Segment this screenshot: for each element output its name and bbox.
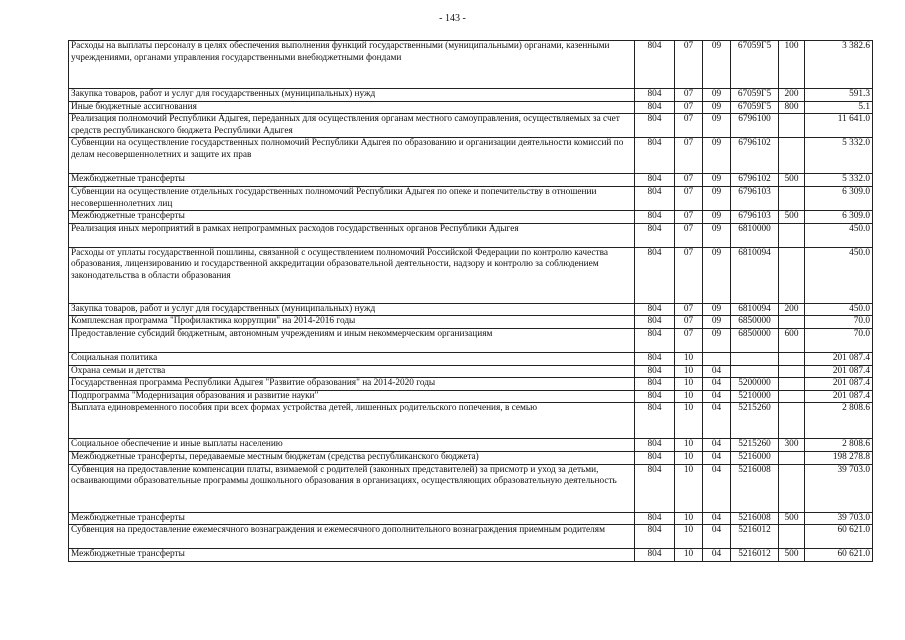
row-ved-cell: 804 (635, 186, 675, 210)
row-expense-type-cell (779, 451, 805, 464)
row-name-cell: Закупка товаров, работ и услуг для государственных (муниципальных) нужд (69, 303, 635, 316)
row-ved-cell: 804 (635, 138, 675, 174)
row-section-cell: 10 (675, 378, 703, 391)
table-row (69, 328, 873, 352)
row-target-article-cell: 6850000 (731, 328, 779, 352)
row-section-cell: 10 (675, 549, 703, 562)
table-row (69, 186, 873, 210)
row-section-cell: 07 (675, 101, 703, 114)
row-ved-cell: 804 (635, 316, 675, 329)
table-row (69, 41, 873, 89)
row-ved-cell: 804 (635, 525, 675, 549)
row-expense-type-cell (779, 316, 805, 329)
row-amount-cell: 3 382.6 (805, 41, 873, 89)
row-amount-cell: 201 087.4 (805, 390, 873, 403)
row-amount-cell: 39 703.0 (805, 512, 873, 525)
row-section-cell: 07 (675, 303, 703, 316)
row-amount-cell: 60 621.0 (805, 549, 873, 562)
row-subsection-cell: 04 (703, 549, 731, 562)
row-amount-cell: 198 278.8 (805, 451, 873, 464)
row-ved-cell: 804 (635, 41, 675, 89)
row-amount-cell: 450.0 (805, 223, 873, 247)
table-row (69, 390, 873, 403)
row-ved-cell: 804 (635, 451, 675, 464)
row-expense-type-cell (779, 365, 805, 378)
row-section-cell: 10 (675, 464, 703, 512)
row-section-cell: 10 (675, 525, 703, 549)
row-ved-cell: 804 (635, 211, 675, 224)
row-ved-cell: 804 (635, 390, 675, 403)
row-section-cell: 07 (675, 316, 703, 329)
table-row (69, 211, 873, 224)
row-amount-cell: 201 087.4 (805, 378, 873, 391)
row-target-article-cell: 67059Г5 (731, 41, 779, 89)
row-amount-cell: 201 087.4 (805, 352, 873, 365)
row-subsection-cell: 04 (703, 390, 731, 403)
row-target-article-cell: 5200000 (731, 378, 779, 391)
row-name-cell: Расходы на выплаты персоналу в целях обеспечения выполнения функций государственными (муниципальными) органами, казенными учреждениями, органами управления государственными внебюджетными фондами (69, 41, 635, 89)
row-target-article-cell: 5216012 (731, 525, 779, 549)
row-target-article-cell: 6796103 (731, 211, 779, 224)
row-amount-cell: 5 332.0 (805, 174, 873, 187)
row-ved-cell: 804 (635, 439, 675, 452)
row-amount-cell: 450.0 (805, 247, 873, 303)
row-name-cell: Государственная программа Республики Адыгея "Развитие образования" на 2014-2020 годы (69, 378, 635, 391)
row-name-cell: Закупка товаров, работ и услуг для государственных (муниципальных) нужд (69, 89, 635, 102)
row-expense-type-cell (779, 138, 805, 174)
row-expense-type-cell (779, 464, 805, 512)
row-name-cell: Предоставление субсидий бюджетным, автономным учреждениям и иным некоммерческим организациям (69, 328, 635, 352)
row-target-article-cell: 67059Г5 (731, 89, 779, 102)
row-name-cell: Субвенция на предоставление компенсации платы, взимаемой с родителей (законных представителей) за присмотр и уход за детьми, осваивающими образовательные программы дошкольного образования в организациях, осуществляющих образовательную деятельность (69, 464, 635, 512)
row-name-cell: Межбюджетные трансферты, передаваемые местным бюджетам (средства республиканского бюджета) (69, 451, 635, 464)
row-target-article-cell (731, 365, 779, 378)
row-subsection-cell: 09 (703, 89, 731, 102)
row-amount-cell: 5 332.0 (805, 138, 873, 174)
row-expense-type-cell: 200 (779, 89, 805, 102)
row-subsection-cell: 09 (703, 328, 731, 352)
row-target-article-cell: 5215260 (731, 403, 779, 439)
row-expense-type-cell: 300 (779, 439, 805, 452)
row-target-article-cell: 5216008 (731, 464, 779, 512)
row-subsection-cell: 09 (703, 174, 731, 187)
row-ved-cell: 804 (635, 464, 675, 512)
row-name-cell: Выплата единовременного пособия при всех формах устройства детей, лишенных родительского попечения, в семью (69, 403, 635, 439)
page-number: - 143 - (439, 13, 466, 24)
row-subsection-cell: 09 (703, 138, 731, 174)
table-row (69, 223, 873, 247)
table-row (69, 316, 873, 329)
row-target-article-cell: 6796102 (731, 174, 779, 187)
table-row (69, 303, 873, 316)
row-name-cell: Комплексная программа "Профилактика коррупции" на 2014-2016 годы (69, 316, 635, 329)
row-target-article-cell: 5216000 (731, 451, 779, 464)
row-target-article-cell (731, 352, 779, 365)
row-ved-cell: 804 (635, 352, 675, 365)
table-row (69, 439, 873, 452)
row-ved-cell: 804 (635, 328, 675, 352)
row-amount-cell: 70.0 (805, 316, 873, 329)
row-section-cell: 10 (675, 451, 703, 464)
row-ved-cell: 804 (635, 174, 675, 187)
row-name-cell: Субвенции на осуществление отдельных государственных полномочий Республики Адыгея по опеке и попечительству в отношении несовершеннолетних лиц (69, 186, 635, 210)
table-row (69, 512, 873, 525)
row-subsection-cell: 04 (703, 525, 731, 549)
row-subsection-cell: 04 (703, 451, 731, 464)
row-subsection-cell (703, 352, 731, 365)
row-name-cell: Охрана семьи и детства (69, 365, 635, 378)
row-subsection-cell: 04 (703, 403, 731, 439)
row-subsection-cell: 09 (703, 114, 731, 138)
row-name-cell: Социальное обеспечение и иные выплаты населению (69, 439, 635, 452)
row-subsection-cell: 09 (703, 223, 731, 247)
table-row (69, 352, 873, 365)
row-section-cell: 07 (675, 114, 703, 138)
row-amount-cell: 450.0 (805, 303, 873, 316)
row-ved-cell: 804 (635, 114, 675, 138)
row-amount-cell: 60 621.0 (805, 525, 873, 549)
row-section-cell: 07 (675, 138, 703, 174)
row-name-cell: Субвенции на осуществление государственных полномочий Республики Адыгея по образованию и организации деятельности комиссий по делам несовершеннолетних и защите их прав (69, 138, 635, 174)
row-target-article-cell: 6796103 (731, 186, 779, 210)
row-name-cell: Социальная политика (69, 352, 635, 365)
row-section-cell: 10 (675, 390, 703, 403)
row-section-cell: 07 (675, 328, 703, 352)
row-name-cell: Иные бюджетные ассигнования (69, 101, 635, 114)
row-subsection-cell: 04 (703, 512, 731, 525)
row-ved-cell: 804 (635, 378, 675, 391)
row-amount-cell: 11 641.0 (805, 114, 873, 138)
row-section-cell: 10 (675, 512, 703, 525)
table-row (69, 378, 873, 391)
row-section-cell: 07 (675, 247, 703, 303)
row-target-article-cell: 5216008 (731, 512, 779, 525)
row-target-article-cell: 67059Г5 (731, 101, 779, 114)
row-expense-type-cell: 200 (779, 303, 805, 316)
row-expense-type-cell: 600 (779, 328, 805, 352)
row-expense-type-cell (779, 114, 805, 138)
row-amount-cell: 2 808.6 (805, 403, 873, 439)
budget-table-body (69, 41, 873, 562)
row-section-cell: 10 (675, 403, 703, 439)
table-row (69, 89, 873, 102)
row-expense-type-cell (779, 403, 805, 439)
row-name-cell: Межбюджетные трансферты (69, 211, 635, 224)
row-name-cell: Реализация иных мероприятий в рамках непрограммных расходов государственных органов Республики Адыгея (69, 223, 635, 247)
row-subsection-cell: 09 (703, 303, 731, 316)
row-amount-cell: 39 703.0 (805, 464, 873, 512)
row-section-cell: 07 (675, 174, 703, 187)
row-ved-cell: 804 (635, 549, 675, 562)
row-ved-cell: 804 (635, 101, 675, 114)
row-expense-type-cell (779, 390, 805, 403)
budget-table (68, 40, 873, 562)
table-row (69, 247, 873, 303)
row-expense-type-cell: 800 (779, 101, 805, 114)
row-subsection-cell: 09 (703, 186, 731, 210)
row-subsection-cell: 04 (703, 464, 731, 512)
row-ved-cell: 804 (635, 223, 675, 247)
row-section-cell: 07 (675, 41, 703, 89)
row-amount-cell: 201 087.4 (805, 365, 873, 378)
row-name-cell: Межбюджетные трансферты (69, 174, 635, 187)
row-target-article-cell: 6810094 (731, 247, 779, 303)
row-target-article-cell: 6810094 (731, 303, 779, 316)
row-expense-type-cell: 100 (779, 41, 805, 89)
table-row (69, 101, 873, 114)
row-section-cell: 07 (675, 211, 703, 224)
row-target-article-cell: 6796102 (731, 138, 779, 174)
row-ved-cell: 804 (635, 365, 675, 378)
table-row (69, 174, 873, 187)
row-expense-type-cell (779, 247, 805, 303)
table-row (69, 403, 873, 439)
row-name-cell: Подпрограмма "Модернизация образования и развитие науки" (69, 390, 635, 403)
table-row (69, 464, 873, 512)
row-ved-cell: 804 (635, 89, 675, 102)
row-subsection-cell: 09 (703, 41, 731, 89)
row-target-article-cell: 6810000 (731, 223, 779, 247)
row-target-article-cell: 5216012 (731, 549, 779, 562)
row-ved-cell: 804 (635, 247, 675, 303)
row-expense-type-cell (779, 378, 805, 391)
row-subsection-cell: 09 (703, 247, 731, 303)
row-amount-cell: 2 808.6 (805, 439, 873, 452)
row-expense-type-cell (779, 352, 805, 365)
row-section-cell: 10 (675, 352, 703, 365)
row-subsection-cell: 04 (703, 365, 731, 378)
row-expense-type-cell: 500 (779, 211, 805, 224)
row-section-cell: 07 (675, 89, 703, 102)
row-ved-cell: 804 (635, 512, 675, 525)
row-section-cell: 07 (675, 186, 703, 210)
row-amount-cell: 6 309.0 (805, 186, 873, 210)
row-name-cell: Межбюджетные трансферты (69, 549, 635, 562)
row-target-article-cell: 6796100 (731, 114, 779, 138)
row-target-article-cell: 6850000 (731, 316, 779, 329)
row-ved-cell: 804 (635, 403, 675, 439)
row-expense-type-cell (779, 186, 805, 210)
row-section-cell: 07 (675, 223, 703, 247)
table-row (69, 549, 873, 562)
row-name-cell: Реализация полномочий Республики Адыгея, переданных для осуществления органам местного самоуправления, осуществляемых за счет средств республиканского бюджета Республики Адыгея (69, 114, 635, 138)
row-ved-cell: 804 (635, 303, 675, 316)
row-expense-type-cell (779, 525, 805, 549)
row-expense-type-cell: 500 (779, 549, 805, 562)
table-row (69, 525, 873, 549)
row-target-article-cell: 5210000 (731, 390, 779, 403)
row-target-article-cell: 5215260 (731, 439, 779, 452)
table-row (69, 365, 873, 378)
table-row (69, 114, 873, 138)
row-subsection-cell: 04 (703, 439, 731, 452)
row-amount-cell: 5.1 (805, 101, 873, 114)
row-amount-cell: 70.0 (805, 328, 873, 352)
row-amount-cell: 591.3 (805, 89, 873, 102)
row-expense-type-cell (779, 223, 805, 247)
row-name-cell: Межбюджетные трансферты (69, 512, 635, 525)
row-section-cell: 10 (675, 439, 703, 452)
row-section-cell: 10 (675, 365, 703, 378)
row-subsection-cell: 04 (703, 378, 731, 391)
row-name-cell: Расходы от уплаты государственной пошлины, связанной с осуществлением полномочий Российской Федерации по контролю качества образования, лицензированию и государственной аккредитации образовательной деятельности, надзору и контролю за соблюдением законодательства в области образования (69, 247, 635, 303)
row-name-cell: Субвенция на предоставление ежемесячного вознаграждения и ежемесячного дополнительного вознаграждения приемным родителям (69, 525, 635, 549)
row-amount-cell: 6 309.0 (805, 211, 873, 224)
row-subsection-cell: 09 (703, 101, 731, 114)
row-subsection-cell: 09 (703, 316, 731, 329)
row-subsection-cell: 09 (703, 211, 731, 224)
table-row (69, 451, 873, 464)
table-row (69, 138, 873, 174)
row-expense-type-cell: 500 (779, 512, 805, 525)
row-expense-type-cell: 500 (779, 174, 805, 187)
